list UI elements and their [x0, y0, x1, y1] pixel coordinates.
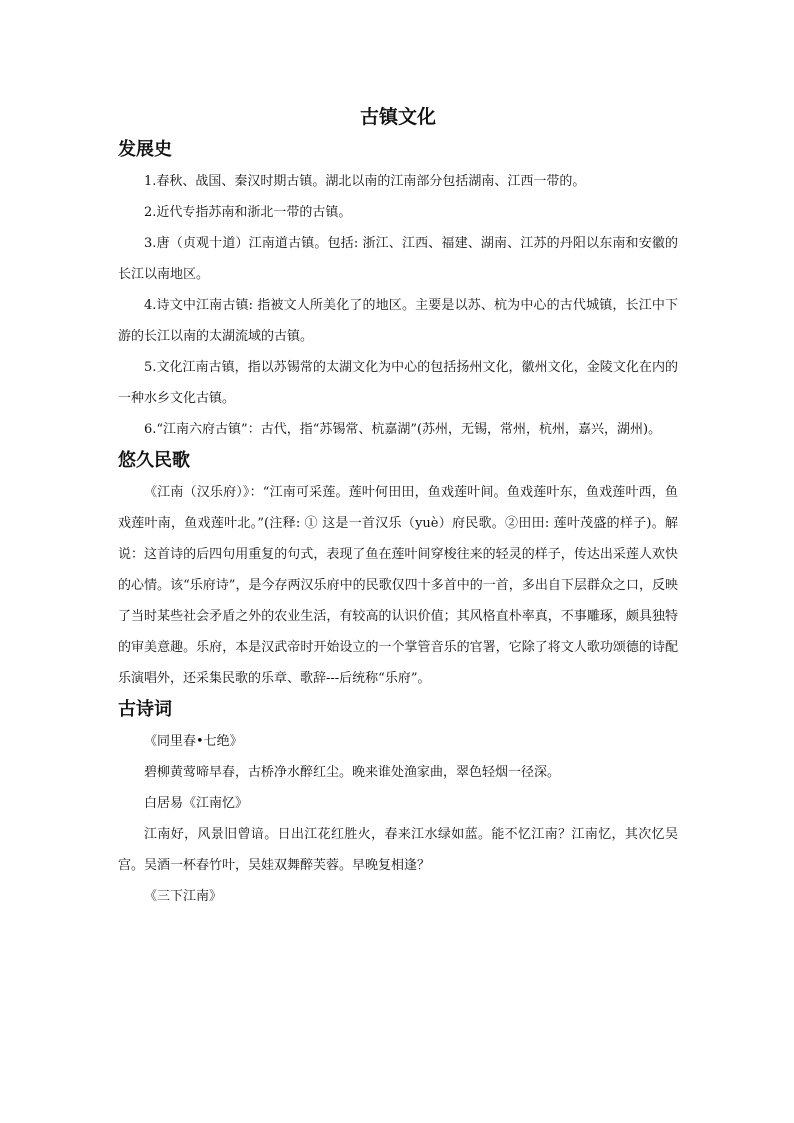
document-page: [118, 100, 678, 912]
poem-text: 江南好，风景旧曾谙。日出江花红胜火，春来江水绿如蓝。能不忆江南？江南忆，其次忆吴宫。吴酒一杯春竹叶，吴娃双舞醉芙蓉。早晚复相逢？: [118, 827, 678, 873]
history-paragraph: 3.唐（贞观十道）江南道古镇。包括: 浙江、江西、福建、湖南、江苏的丹阳以东南和安徽的长江以南地区。: [118, 236, 678, 282]
folk-song-paragraph: 《江南（汉乐府）》：“江南可采莲。莲叶何田田，鱼戏莲叶间。鱼戏莲叶东，鱼戏莲叶西，鱼戏莲叶南，鱼戏莲叶北。”(注释: ① 这是一首汉乐（yuè）府民歌。②田田: 莲叶茂盛的样子)。解说：这首诗的后四句用重复的句式，表现了鱼在莲叶间穿梭往来的轻灵的样子，传达出采莲人欢快的心情。该“乐府诗”，是今存两汉乐府中的民歌仅四十多首中的一首，多出自下层群众之口，反映了当时某些社会矛盾之外的农业生活，有较高的认识价值；其风格直朴率真，不事雕琢，颇具独特的审美意趣。乐府，本是汉武帝时开始设立的一个掌管音乐的官署，它除了将文人歌功颂德的诗配乐演唱外，还采集民歌的乐章、歌辞---后统称“乐府”。: [118, 485, 678, 686]
section-heading-poetry: 古诗词: [118, 699, 172, 720]
section-heading-history: 发展史: [118, 139, 172, 160]
poem-title: 《同里春•七绝》: [144, 734, 243, 749]
poem-title: 白居易《江南忆》: [144, 796, 249, 811]
history-paragraph: 2.近代专指苏南和浙北一带的古镇。: [144, 205, 352, 220]
poem-text: 碧柳黄莺啼早春，古桥净水醉红尘。晚来谁处渔家曲，翠色轻烟一径深。: [144, 765, 561, 780]
history-paragraph: 6.“江南六府古镇”：古代，指“苏锡常、杭嘉湖”(苏州，无锡，常州，杭州，嘉兴，湖州)。: [144, 422, 662, 437]
document-title: 古镇文化: [359, 106, 436, 128]
section-heading-folk-songs: 悠久民歌: [118, 450, 190, 471]
history-paragraph: 5.文化江南古镇，指以苏锡常的太湖文化为中心的包括扬州文化，徽州文化，金陵文化在内的一种水乡文化古镇。: [118, 360, 678, 406]
history-paragraph: 1.春秋、战国、秦汉时期古镇。湖北以南的江南部分包括湖南、江西一带的。: [144, 174, 586, 189]
poem-title: 《三下江南》: [144, 889, 223, 904]
history-paragraph: 4.诗文中江南古镇: 指被文人所美化了的地区。主要是以苏、杭为中心的古代城镇，长江中下游的长江以南的太湖流域的古镇。: [118, 298, 678, 344]
